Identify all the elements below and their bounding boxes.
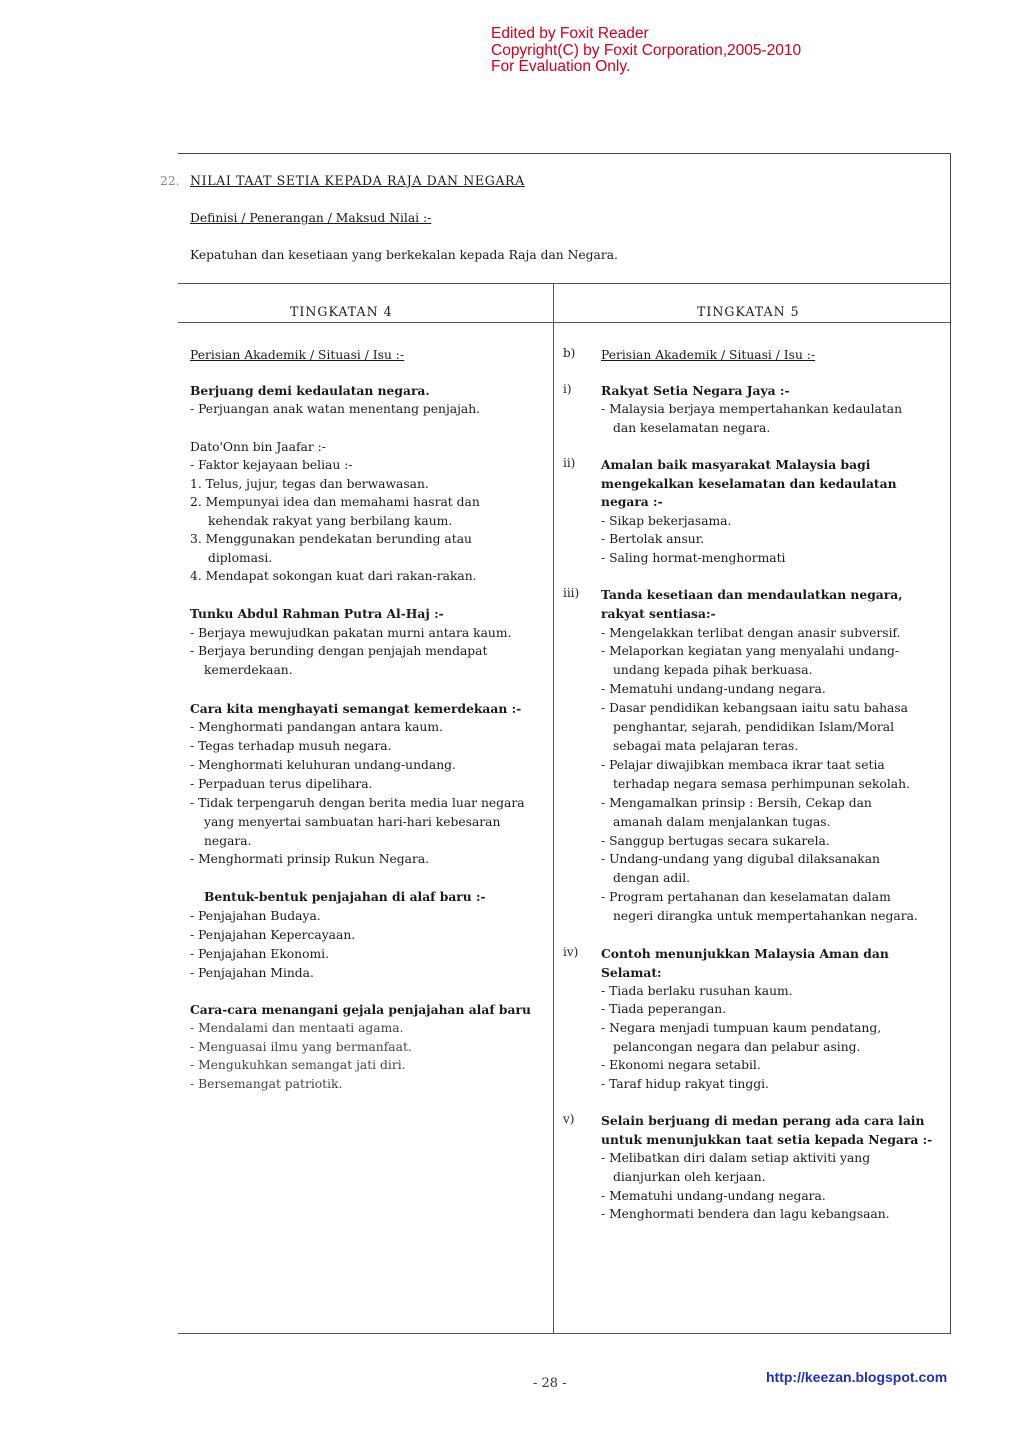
left-line: negara.	[204, 834, 252, 848]
right-line: - Sanggup bertugas secara sukarela.	[601, 834, 830, 848]
right-line: - Undang-undang yang digubal dilaksanakan	[601, 852, 880, 866]
right-line: - Melaporkan kegiatan yang menyalahi undang-	[601, 644, 900, 658]
right-line: - Malaysia berjaya mempertahankan kedaulatan	[601, 402, 903, 416]
left-line: kehendak rakyat yang berbilang kaum.	[208, 514, 453, 528]
left-line: - Faktor kejayaan beliau :-	[190, 458, 353, 472]
left-line: 2. Mempunyai idea dan memahami hasrat dan	[190, 495, 480, 509]
left-line: - Mendalami dan mentaati agama.	[190, 1021, 404, 1035]
left-line: yang menyertai sambuatan hari-hari kebesaran	[204, 815, 501, 829]
right-line: - Tiada berlaku rusuhan kaum.	[601, 984, 793, 998]
right-line: pelancongan negara dan pelabur asing.	[613, 1040, 861, 1054]
right-line: Contoh menunjukkan Malaysia Aman dan	[601, 946, 889, 961]
left-line: - Tegas terhadap musuh negara.	[190, 739, 392, 753]
left-line: - Tidak terpengaruh dengan berita media luar negara	[190, 796, 525, 810]
left-heading: Perisian Akademik / Situasi / Isu :-	[190, 348, 405, 362]
left-line: - Penjajahan Budaya.	[190, 909, 321, 923]
left-line: - Berjaya mewujudkan pakatan murni antara kaum.	[190, 626, 512, 640]
item-marker: iii)	[563, 586, 580, 600]
right-line: - Mengamalkan prinsip : Bersih, Cekap dan	[601, 796, 872, 810]
left-line: - Menguasai ilmu yang bermanfaat.	[190, 1040, 412, 1054]
left-line: - Penjajahan Ekonomi.	[190, 947, 330, 961]
watermark-line: For Evaluation Only.	[491, 58, 631, 75]
right-line: - Ekonomi negara setabil.	[601, 1058, 761, 1072]
column-divider	[553, 283, 554, 1333]
left-line: 4. Mendapat sokongan kuat dari rakan-rakan.	[190, 569, 477, 583]
item-marker: ii)	[563, 456, 576, 470]
left-line: - Penjajahan Kepercayaan.	[190, 928, 356, 942]
left-line: Dato'Onn bin Jaafar :-	[190, 440, 326, 454]
right-line: Amalan baik masyarakat Malaysia bagi	[601, 457, 871, 472]
right-line: - Sikap bekerjasama.	[601, 514, 732, 528]
left-line: Cara-cara menangani gejala penjajahan alaf baru	[190, 1002, 531, 1017]
column-heading-tingkatan-5: TINGKATAN 5	[697, 304, 800, 319]
right-line: negara :-	[601, 494, 663, 509]
right-line: - Melibatkan diri dalam setiap aktiviti yang	[601, 1151, 871, 1165]
divider-line	[178, 283, 950, 284]
right-line: - Dasar pendidikan kebangsaan iaitu satu bahasa	[601, 701, 908, 715]
left-line: Berjuang demi kedaulatan negara.	[190, 383, 430, 398]
right-line: dianjurkan oleh kerjaan.	[613, 1170, 766, 1184]
right-line: Selain berjuang di medan perang ada cara lain	[601, 1113, 925, 1128]
left-line: - Perjuangan anak watan menentang penjajah.	[190, 402, 481, 416]
section-number: 22.	[160, 174, 180, 188]
left-line: Bentuk-bentuk penjajahan di alaf baru :-	[204, 889, 486, 904]
right-heading: Perisian Akademik / Situasi / Isu :-	[601, 348, 816, 362]
left-line: 3. Menggunakan pendekatan berunding atau	[190, 532, 472, 546]
item-marker: iv)	[563, 945, 579, 959]
foxit-watermark	[491, 26, 801, 76]
right-line: - Pelajar diwajibkan membaca ikrar taat setia	[601, 758, 885, 772]
left-line: - Penjajahan Minda.	[190, 966, 314, 980]
right-line: dengan adil.	[613, 871, 691, 885]
column-heading-tingkatan-4: TINGKATAN 4	[290, 304, 393, 319]
watermark-line: Copyright(C) by Foxit Corporation,2005-2010	[491, 41, 802, 59]
right-line: untuk menunjukkan taat setia kepada Negara :-	[601, 1132, 933, 1147]
left-line: diplomasi.	[208, 551, 273, 565]
page-title: NILAI TAAT SETIA KEPADA RAJA DAN NEGARA	[190, 173, 525, 188]
right-line: - Program pertahanan dan keselamatan dalam	[601, 890, 891, 904]
left-line: Cara kita menghayati semangat kemerdekaan :-	[190, 701, 522, 716]
right-line: rakyat sentiasa:-	[601, 606, 716, 621]
watermark-line: Edited by Foxit Reader	[491, 25, 649, 42]
footer-url[interactable]: http://keezan.blogspot.com	[766, 1369, 948, 1385]
right-line: Selamat:	[601, 965, 662, 980]
right-line: - Mematuhi undang-undang negara.	[601, 1189, 826, 1203]
item-marker: v)	[563, 1112, 575, 1126]
definition-text: Kepatuhan dan kesetiaan yang berkekalan kepada Raja dan Negara.	[190, 248, 618, 262]
right-line: penghantar, sejarah, pendidikan Islam/Moral	[613, 720, 895, 734]
right-line: mengekalkan keselamatan dan kedaulatan	[601, 476, 897, 491]
right-line: dan keselamatan negara.	[613, 421, 771, 435]
divider-line	[178, 1333, 950, 1334]
right-line: - Saling hormat-menghormati	[601, 551, 786, 565]
right-line: sebagai mata pelajaran teras.	[613, 739, 799, 753]
divider-line	[178, 322, 950, 323]
left-line: - Menghormati prinsip Rukun Negara.	[190, 852, 430, 866]
page-number: - 28 -	[533, 1376, 567, 1391]
left-line: 1. Telus, jujur, tegas dan berwawasan.	[190, 477, 429, 491]
left-line: - Bersemangat patriotik.	[190, 1077, 343, 1091]
right-line: - Mengelakkan terlibat dengan anasir subversif.	[601, 626, 901, 640]
right-line: terhadap negara semasa perhimpunan sekolah.	[613, 777, 910, 791]
right-line: Rakyat Setia Negara Jaya :-	[601, 383, 790, 398]
right-line: Tanda kesetiaan dan mendaulatkan negara,	[601, 587, 903, 602]
left-line: - Menghormati pandangan antara kaum.	[190, 720, 443, 734]
right-line: undang kepada pihak berkuasa.	[613, 663, 813, 677]
right-line: - Tiada peperangan.	[601, 1002, 727, 1016]
right-line: - Taraf hidup rakyat tinggi.	[601, 1077, 769, 1091]
left-line: Tunku Abdul Rahman Putra Al-Haj :-	[190, 606, 444, 621]
left-line: - Menghormati keluhuran undang-undang.	[190, 758, 456, 772]
right-line: - Menghormati bendera dan lagu kebangsaan.	[601, 1207, 890, 1221]
right-line: amanah dalam menjalankan tugas.	[613, 815, 831, 829]
right-line: - Bertolak ansur.	[601, 532, 705, 546]
item-marker: b)	[563, 346, 576, 360]
left-line: kemerdekaan.	[204, 663, 293, 677]
right-line: negeri dirangka untuk mempertahankan negara.	[613, 909, 918, 923]
left-line: - Perpaduan terus dipelihara.	[190, 777, 373, 791]
definition-heading: Definisi / Penerangan / Maksud Nilai :-	[190, 211, 432, 225]
left-line: - Mengukuhkan semangat jati diri.	[190, 1058, 406, 1072]
right-line: - Negara menjadi tumpuan kaum pendatang,	[601, 1021, 882, 1035]
item-marker: i)	[563, 382, 572, 396]
left-line: - Berjaya berunding dengan penjajah mendapat	[190, 644, 488, 658]
right-line: - Mematuhi undang-undang negara.	[601, 682, 826, 696]
